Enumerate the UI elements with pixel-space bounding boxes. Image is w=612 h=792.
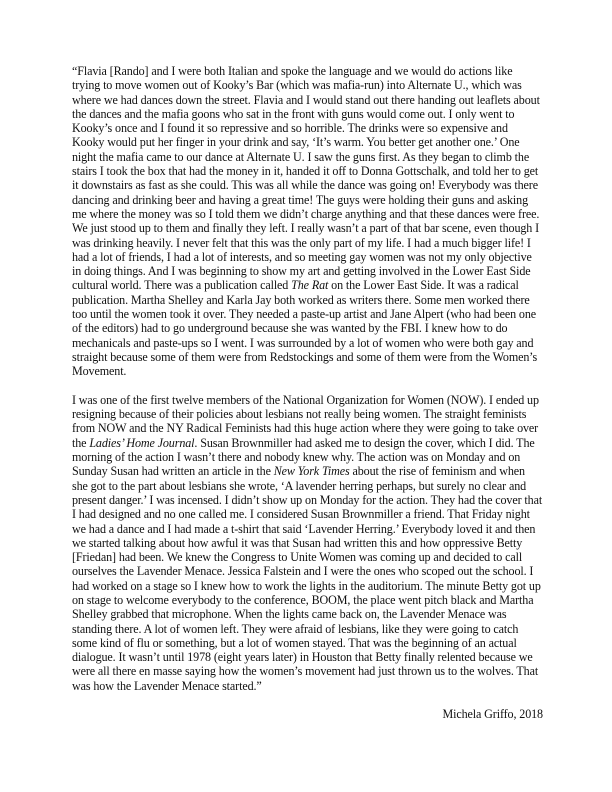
publication-title-ladies-home-journal: Ladies’ Home Journal bbox=[89, 435, 195, 450]
paragraph-2 bbox=[72, 393, 543, 693]
paragraph-2-part-1: I was one of the first twelve members of the National Organization for Women (NOW). I ended up resigning because of their policies about lesbians not really being women. The straight feminists from NOW and the NY Radical Feminists had this huge action where they were going to take over the bbox=[72, 392, 539, 450]
paragraph-1 bbox=[72, 64, 543, 379]
paragraph-2-part-2: . Susan Brownmiller had asked me to design the cover, which I did. The morning of the action I wasn’t there and nobody knew why. The action was on Monday and on Sunday Susan had written an article in the bbox=[72, 435, 535, 479]
publication-title-the-rat: The Rat bbox=[291, 278, 329, 293]
paragraph-2-part-3: about the rise of feminism and when she got to the part about lesbians she wrote, ‘A lavender herring perhaps, but surely no clear and present danger.’ I was incensed. I didn’t show up on Monday for the action. They had the cover that I had designed and no one called me. I considered Susan Brownmiller a friend. That Friday night we had a dance and I had made a t-shirt that said ‘Lavender Herring.’ Everybody loved it and then we started talking about how awful it was that Susan had written this and how oppressive Betty [Friedan] had been. We knew the Congress to Unite Women was coming up and decided to call ourselves the Lavender Menace. Jessica Falstein and I were the ones who scoped out the school. I had worked on a stage so I knew how to work the lights in the auditorium. The minute Betty got up on stage to welcome everybody to the conference, BOOM, the place went pitch black and Martha Shelley grabbed that microphone. When the lights came back on, the Lavender Menace was standing there. A lot of women left. They were afraid of lesbians, like they were going to catch some kind of flu or something, but a lot of women stayed. That was the beginning of an actual dialogue. It wasn’t until 1978 (eight years later) in Houston that Betty finally relented because we were all there en masse saying how the women’s movement had just thrown us to the wolves. That was how the Lavender Menace started.” bbox=[72, 464, 543, 693]
publication-title-new-york-times: New York Times bbox=[273, 464, 350, 479]
attribution: Michela Griffo, 2018 bbox=[442, 707, 543, 722]
paragraph-1-part-2: on the Lower East Side. It was a radical publication. Martha Shelley and Karla Jay both worked as writers there. Some men worked there too until the women took it over. They needed a paste-up artist and Jane Alpert (who had been one of the editors) had to go underground because she was wanted by the FBI. I knew how to do mechanicals and paste-ups so I went. I was surrounded by a lot of women who were both gay and straight because some of them were from Redstockings and some of them were from the Women’s Movement. bbox=[72, 278, 538, 379]
document-page bbox=[72, 64, 543, 722]
paragraph-1-part-1: “Flavia [Rando] and I were both Italian and spoke the language and we would do actions like trying to move women out of Kooky’s Bar (which was mafia-run) into Alternate U., which was where we had dances down the street. Flavia and I would stand out there handing out leaflets about the dances and the mafia goons who sat in the front with guns would come out. I only went to Kooky’s once and I found it so repressive and so horrible. The drinks were so expensive and Kooky would put her finger in your drink and say, ‘It’s warm. You better get another one.’ One night the mafia came to our dance at Alternate U. I saw the guns first. As they began to climb the stairs I took the box that had the money in it, handed it off to Donna Gottschalk, and told her to get it downstairs as fast as she could. This was all while the dance was going on! Everybody was there dancing and drinking beer and having a great time! The guys were holding their guns and asking me where the money was so I told them we didn’t charge anything and that these dances were free. We just stood up to them and finally they left. I really wasn’t a part of that bar scene, even though I was drinking heavily. I never felt that this was the only part of my life. I had a much bigger life! I had a lot of friends, I had a lot of interests, and so meeting gay women was not my only objective in doing things. And I was beginning to show my art and getting involved in the Lower East Side cultural world. There was a publication called bbox=[72, 64, 540, 293]
